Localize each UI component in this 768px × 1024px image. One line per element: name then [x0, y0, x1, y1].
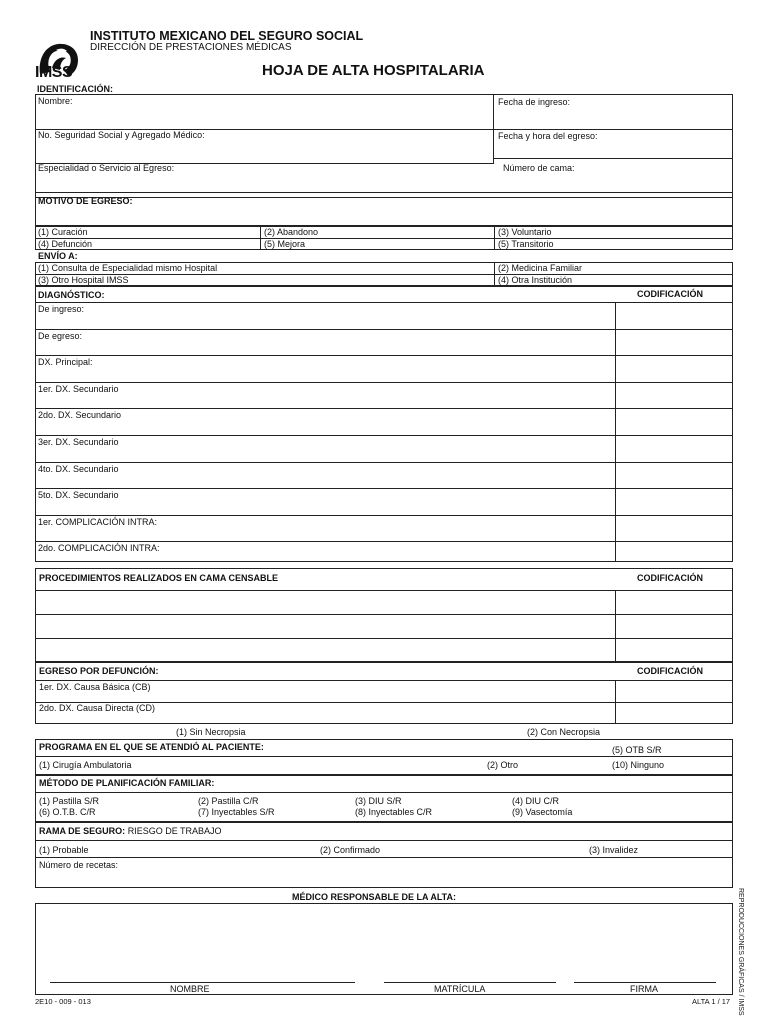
diagnostico-row-divider — [35, 382, 733, 383]
rama-probable-option[interactable]: (1) Probable — [39, 845, 89, 855]
diagnostico-row-10[interactable]: 2do. COMPLICACIÓN INTRA: — [38, 543, 160, 553]
motivo-option-3[interactable]: (3) Voluntario — [498, 227, 552, 237]
diagnostico-row-1[interactable]: De ingreso: — [38, 304, 85, 314]
especialidad-field[interactable]: Especialidad o Servicio al Egreso: — [38, 163, 175, 173]
medico-nombre-label: NOMBRE — [170, 984, 210, 994]
programa-heading: PROGRAMA EN EL QUE SE ATENDIÓ AL PACIENTE: — [39, 742, 264, 752]
diagnostico-row-5[interactable]: 2do. DX. Secundario — [38, 410, 122, 420]
diagnostico-row-divider — [35, 515, 733, 516]
nombre-field[interactable]: Nombre: — [38, 96, 73, 106]
planificacion-option-5[interactable]: (6) O.T.B. C/R — [39, 807, 96, 817]
page-title: HOJA DE ALTA HOSPITALARIA — [262, 62, 485, 79]
diagnostico-row-3[interactable]: DX. Principal: — [38, 357, 93, 367]
diagnostico-row-divider — [35, 329, 733, 330]
medico-heading: MÉDICO RESPONSABLE DE LA ALTA: — [292, 892, 456, 902]
medico-matricula-label: MATRÍCULA — [434, 984, 486, 994]
nss-field[interactable]: No. Seguridad Social y Agregado Médico: — [38, 130, 205, 140]
diagnostico-row-8[interactable]: 5to. DX. Secundario — [38, 490, 119, 500]
logo-text: IMSS — [35, 64, 73, 81]
motivo-option-2[interactable]: (2) Abandono — [264, 227, 319, 237]
diagnostico-row-7[interactable]: 4to. DX. Secundario — [38, 464, 119, 474]
diagnostico-row-divider — [35, 408, 733, 409]
envio-option-2[interactable]: (2) Medicina Familiar — [498, 263, 583, 273]
diagnostico-row-6[interactable]: 3er. DX. Secundario — [38, 437, 119, 447]
defuncion-codificacion: CODIFICACIÓN — [637, 666, 703, 676]
motivo-option-1[interactable]: (1) Curación — [38, 227, 88, 237]
diagnostico-row-divider — [35, 541, 733, 542]
motivo-box — [35, 192, 733, 226]
envio-option-3[interactable]: (3) Otro Hospital IMSS — [38, 275, 129, 285]
medico-firma-input[interactable] — [574, 960, 716, 980]
envio-option-1[interactable]: (1) Consulta de Especialidad mismo Hospital — [38, 263, 218, 273]
rama-heading-row — [39, 826, 222, 837]
identificacion-box — [35, 94, 733, 198]
diagnostico-row-4[interactable]: 1er. DX. Secundario — [38, 384, 119, 394]
defuncion-heading: EGRESO POR DEFUNCIÓN: — [39, 666, 159, 676]
motivo-heading: MOTIVO DE EGRESO: — [38, 196, 133, 206]
recetas-field[interactable]: Número de recetas: — [39, 860, 119, 870]
sin-necropsia-option[interactable]: (1) Sin Necropsia — [176, 727, 246, 737]
procedimiento-row-3[interactable] — [36, 639, 614, 661]
planificacion-heading: MÉTODO DE PLANIFICACIÓN FAMILIAR: — [39, 778, 215, 788]
medico-nombre-input[interactable] — [50, 960, 355, 980]
form-code: 2E10 - 009 - 013 — [35, 997, 91, 1006]
planificacion-option-2[interactable]: (2) Pastilla C/R — [198, 796, 259, 806]
diagnostico-row-9[interactable]: 1er. COMPLICACIÓN INTRA: — [38, 517, 158, 527]
procedimientos-codificacion: CODIFICACIÓN — [637, 573, 703, 583]
motivo-option-6[interactable]: (5) Transitorio — [498, 239, 554, 249]
planificacion-option-6[interactable]: (7) Inyectables S/R — [198, 807, 275, 817]
diagnostico-row-divider — [35, 355, 733, 356]
planificacion-option-3[interactable]: (3) DIU S/R — [355, 796, 402, 806]
rama-subheading: RIESGO DE TRABAJO — [127, 826, 222, 836]
medico-firma-label: FIRMA — [630, 984, 658, 994]
diagnostico-row-divider — [35, 488, 733, 489]
causa-basica-field[interactable]: 1er. DX. Causa Básica (CB) — [39, 682, 151, 692]
envio-option-4[interactable]: (4) Otra Institución — [498, 275, 573, 285]
direction-name: DIRECCIÓN DE PRESTACIONES MÉDICAS — [90, 42, 292, 53]
con-necropsia-option[interactable]: (2) Con Necropsia — [527, 727, 601, 737]
motivo-option-4[interactable]: (4) Defunción — [38, 239, 93, 249]
medico-matricula-input[interactable] — [384, 960, 556, 980]
procedimiento-row-2[interactable] — [36, 615, 614, 637]
diagnostico-row-divider — [35, 462, 733, 463]
cama-field[interactable]: Número de cama: — [503, 163, 575, 173]
causa-directa-field[interactable]: 2do. DX. Causa Directa (CD) — [39, 703, 156, 713]
institution-name: INSTITUTO MEXICANO DEL SEGURO SOCIAL — [90, 29, 364, 43]
programa-cirugia-option[interactable]: (1) Cirugía Ambulatoria — [39, 760, 132, 770]
envio-heading: ENVÍO A: — [38, 251, 78, 261]
motivo-option-5[interactable]: (5) Mejora — [264, 239, 306, 249]
rama-confirmado-option[interactable]: (2) Confirmado — [320, 845, 381, 855]
planificacion-option-7[interactable]: (8) Inyectables C/R — [355, 807, 433, 817]
diagnostico-row-divider — [35, 435, 733, 436]
page-indicator: ALTA 1 / 17 — [692, 997, 731, 1006]
programa-otro-option[interactable]: (2) Otro — [487, 760, 519, 770]
diagnostico-codificacion: CODIFICACIÓN — [637, 289, 703, 299]
side-note: REPRODUCCIONES GRÁFICAS / IMSS — [737, 888, 744, 1016]
programa-ninguno-option[interactable]: (10) Ninguno — [612, 760, 665, 770]
planificacion-option-8[interactable]: (9) Vasectomía — [512, 807, 573, 817]
procedimientos-heading: PROCEDIMIENTOS REALIZADOS EN CAMA CENSABLE — [39, 573, 279, 583]
rama-heading: RAMA DE SEGURO: — [39, 826, 126, 836]
diagnostico-row-2[interactable]: De egreso: — [38, 331, 83, 341]
planificacion-option-1[interactable]: (1) Pastilla S/R — [39, 796, 100, 806]
diagnostico-heading: DIAGNÓSTICO: — [38, 290, 105, 300]
planificacion-option-4[interactable]: (4) DIU C/R — [512, 796, 559, 806]
procedimiento-row-1[interactable] — [36, 591, 614, 613]
fecha-ingreso-field[interactable]: Fecha de ingreso: — [498, 97, 571, 107]
programa-otb-option[interactable]: (5) OTB S/R — [612, 745, 662, 755]
identificacion-heading: IDENTIFICACIÓN: — [37, 84, 113, 94]
rama-invalidez-option[interactable]: (3) Invalidez — [589, 845, 639, 855]
fecha-egreso-field[interactable]: Fecha y hora del egreso: — [498, 131, 598, 141]
